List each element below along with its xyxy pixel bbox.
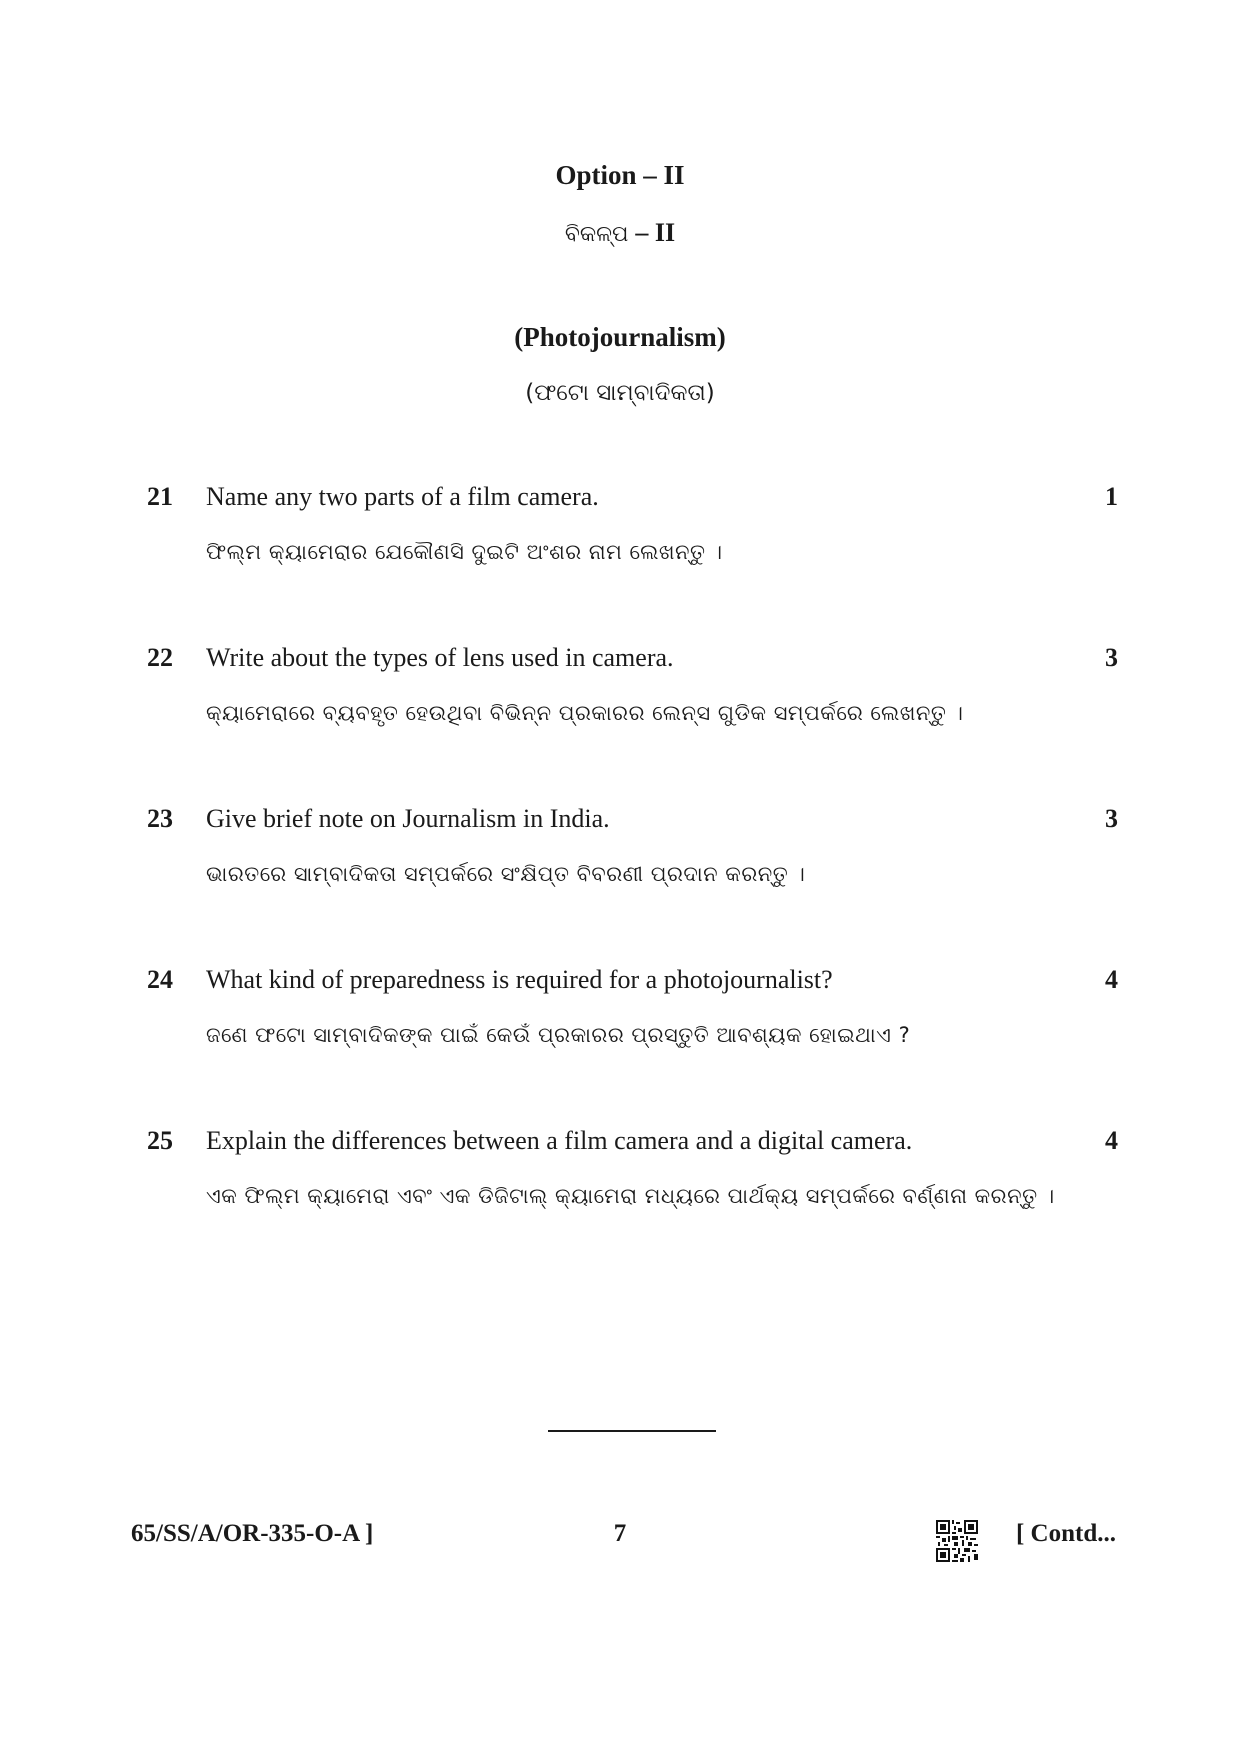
option-heading-or-word: ବିକଳ୍ପ: [564, 222, 629, 247]
option-heading-or: [0, 218, 1240, 248]
question-number: 21: [147, 482, 173, 511]
subject-heading-en: (Photojournalism): [514, 322, 726, 352]
option-heading-en: Option – II: [555, 160, 685, 190]
question-number: 22: [147, 643, 173, 672]
question-22: [0, 643, 1240, 763]
question-marks: 1: [1105, 482, 1118, 511]
question-text-or: ଫିଲ୍ମ କ୍ୟାମେରାର ଯେକୌଣସି ଦୁଇଟି ଅଂଶର ନାମ ଲେଖନ୍ତୁ ।: [206, 540, 723, 564]
option-heading-or-number: – II: [635, 218, 676, 247]
question-25: [0, 1126, 1240, 1246]
qr-code-icon: [936, 1520, 978, 1562]
page-number: 7: [613, 1520, 627, 1547]
continued-label: [ Contd...: [1015, 1520, 1116, 1547]
question-marks: 4: [1105, 1126, 1118, 1155]
question-text-or: କ୍ୟାମେରାରେ ବ୍ୟବହୃତ ହେଉଥିବା ବିଭିନ୍ନ ପ୍ରକାରର ଲେନ୍ସ ଗୁଡିକ ସମ୍ପର୍କରେ ଲେଖନ୍ତୁ ।: [206, 701, 964, 725]
question-text-en: Name any two parts of a film camera.: [206, 482, 599, 511]
question-text-or: ଜଣେ ଫଟୋ ସାମ୍ବାଦିକଙ୍କ ପାଇଁ କେଉଁ ପ୍ରକାରର ପ୍ରସ୍ତୁତି ଆବଶ୍ୟକ ହୋଇଥାଏ ?: [206, 1023, 911, 1047]
subject-heading-or: (ଫଟୋ ସାମ୍ବାଦିକତା): [525, 380, 715, 406]
question-text-en: Write about the types of lens used in camera.: [206, 643, 674, 672]
question-marks: 3: [1105, 804, 1118, 833]
question-number: 25: [147, 1126, 173, 1155]
question-text-en: Give brief note on Journalism in India.: [206, 804, 610, 833]
question-text-or: ଭାରତରେ ସାମ୍ବାଦିକତା ସମ୍ପର୍କରେ ସଂକ୍ଷିପ୍ତ ବିବରଣୀ ପ୍ରଦାନ କରନ୍ତୁ ।: [206, 862, 806, 886]
question-number: 24: [147, 965, 173, 994]
question-text-en: Explain the differences between a film camera and a digital camera.: [206, 1126, 913, 1155]
question-number: 23: [147, 804, 173, 833]
question-23: [0, 804, 1240, 924]
question-marks: 3: [1105, 643, 1118, 672]
paper-code: 65/SS/A/OR-335-O-A ]: [131, 1520, 374, 1547]
question-24: [0, 965, 1240, 1085]
question-text-or: ଏକ ଫିଲ୍ମ କ୍ୟାମେରା ଏବଂ ଏକ ଡିଜିଟାଲ୍ କ୍ୟାମେରା ମଧ୍ୟରେ ପାର୍ଥକ୍ୟ ସମ୍ପର୍କରେ ବର୍ଣ୍ଣନା କରନ୍ତୁ ।: [206, 1184, 1055, 1208]
question-21: [0, 482, 1240, 602]
question-text-en: What kind of preparedness is required for a photojournalist?: [206, 965, 833, 994]
end-of-section-rule: [548, 1430, 716, 1432]
question-marks: 4: [1105, 965, 1118, 994]
